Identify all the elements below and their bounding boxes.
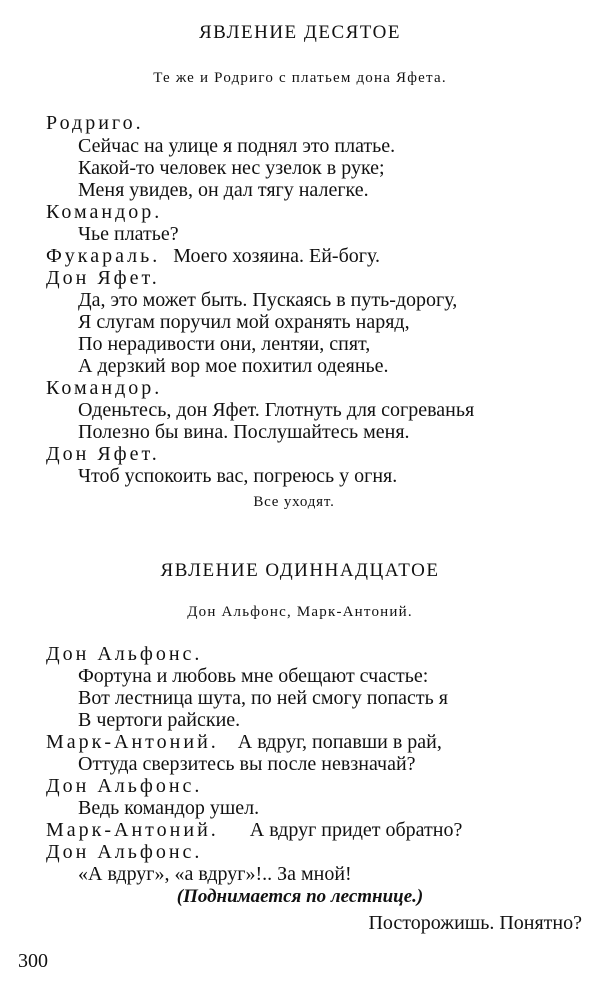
speaker-name: Дон Яфет. [46,267,160,289]
verse-line: А вдруг придет обратно? [249,819,463,841]
speaker-name: Командор. [46,377,163,399]
speaker-name: Родриго. [46,112,144,134]
verse-line: А вдруг, попавши в рай, [237,731,442,753]
verse-line: Моего хозяина. Ей-богу. [173,245,380,267]
page-number: 300 [18,950,48,972]
verse-line: По нерадивости они, лентяи, спят, [78,333,371,355]
speaker-name: Дон Альфонс. [46,643,203,665]
scene-title: ЯВЛЕНИЕ ОДИННАДЦАТОЕ [160,560,440,581]
verse-line: Ведь командор ушел. [78,797,260,819]
scene-title: ЯВЛЕНИЕ ДЕСЯТОЕ [198,22,401,43]
verse-line: Посторожишь. Понятно? [368,912,582,934]
verse-line: Оденьтесь, дон Яфет. Глотнуть для согреванья [78,399,475,421]
speaker-name: Командор. [46,201,163,223]
speaker-name: Дон Альфонс. [46,775,203,797]
verse-line: А дерзкий вор мое похитил одеянье. [78,355,389,377]
stage-direction: Дон Альфонс, Марк-Антоний. [187,604,413,620]
verse-line: Какой-то человек нес узелок в руке; [78,157,385,179]
speaker-line [46,819,462,842]
speaker-name: Марк-Антоний. [46,731,219,753]
verse-line: Я слугам поручил мой охранять наряд, [78,311,410,333]
verse-line: Меня увидев, он дал тягу налегке. [78,179,369,201]
speaker-name: Дон Яфет. [46,443,160,465]
speaker-name: Марк-Антоний. [46,819,219,841]
verse-line: Вот лестница шута, по ней смогу попасть я [78,687,448,709]
exit-direction: Все уходят. [253,494,335,510]
stage-direction: Те же и Родриго с платьем дона Яфета. [153,70,447,86]
verse-line: Полезно бы вина. Послушайтесь меня. [78,421,410,443]
verse-line: В чертоги райские. [78,709,241,731]
verse-line: Оттуда сверзитесь вы после невзначай? [78,753,416,775]
verse-line: Чтоб успокоить вас, погреюсь у огня. [78,465,398,487]
stage-direction-italic: (Поднимается по лестнице.) [176,886,424,907]
verse-line: «А вдруг», «а вдруг»!.. За мной! [78,863,352,885]
speaker-line [46,731,442,754]
verse-line: Да, это может быть. Пускаясь в путь-дорогу, [78,289,458,311]
speaker-name: Фукараль. [46,245,161,267]
verse-line: Чье платье? [78,223,179,245]
speaker-line [46,245,380,268]
verse-line: Сейчас на улице я поднял это платье. [78,135,396,157]
speaker-name: Дон Альфонс. [46,841,203,863]
verse-line: Фортуна и любовь мне обещают счастье: [78,665,429,687]
